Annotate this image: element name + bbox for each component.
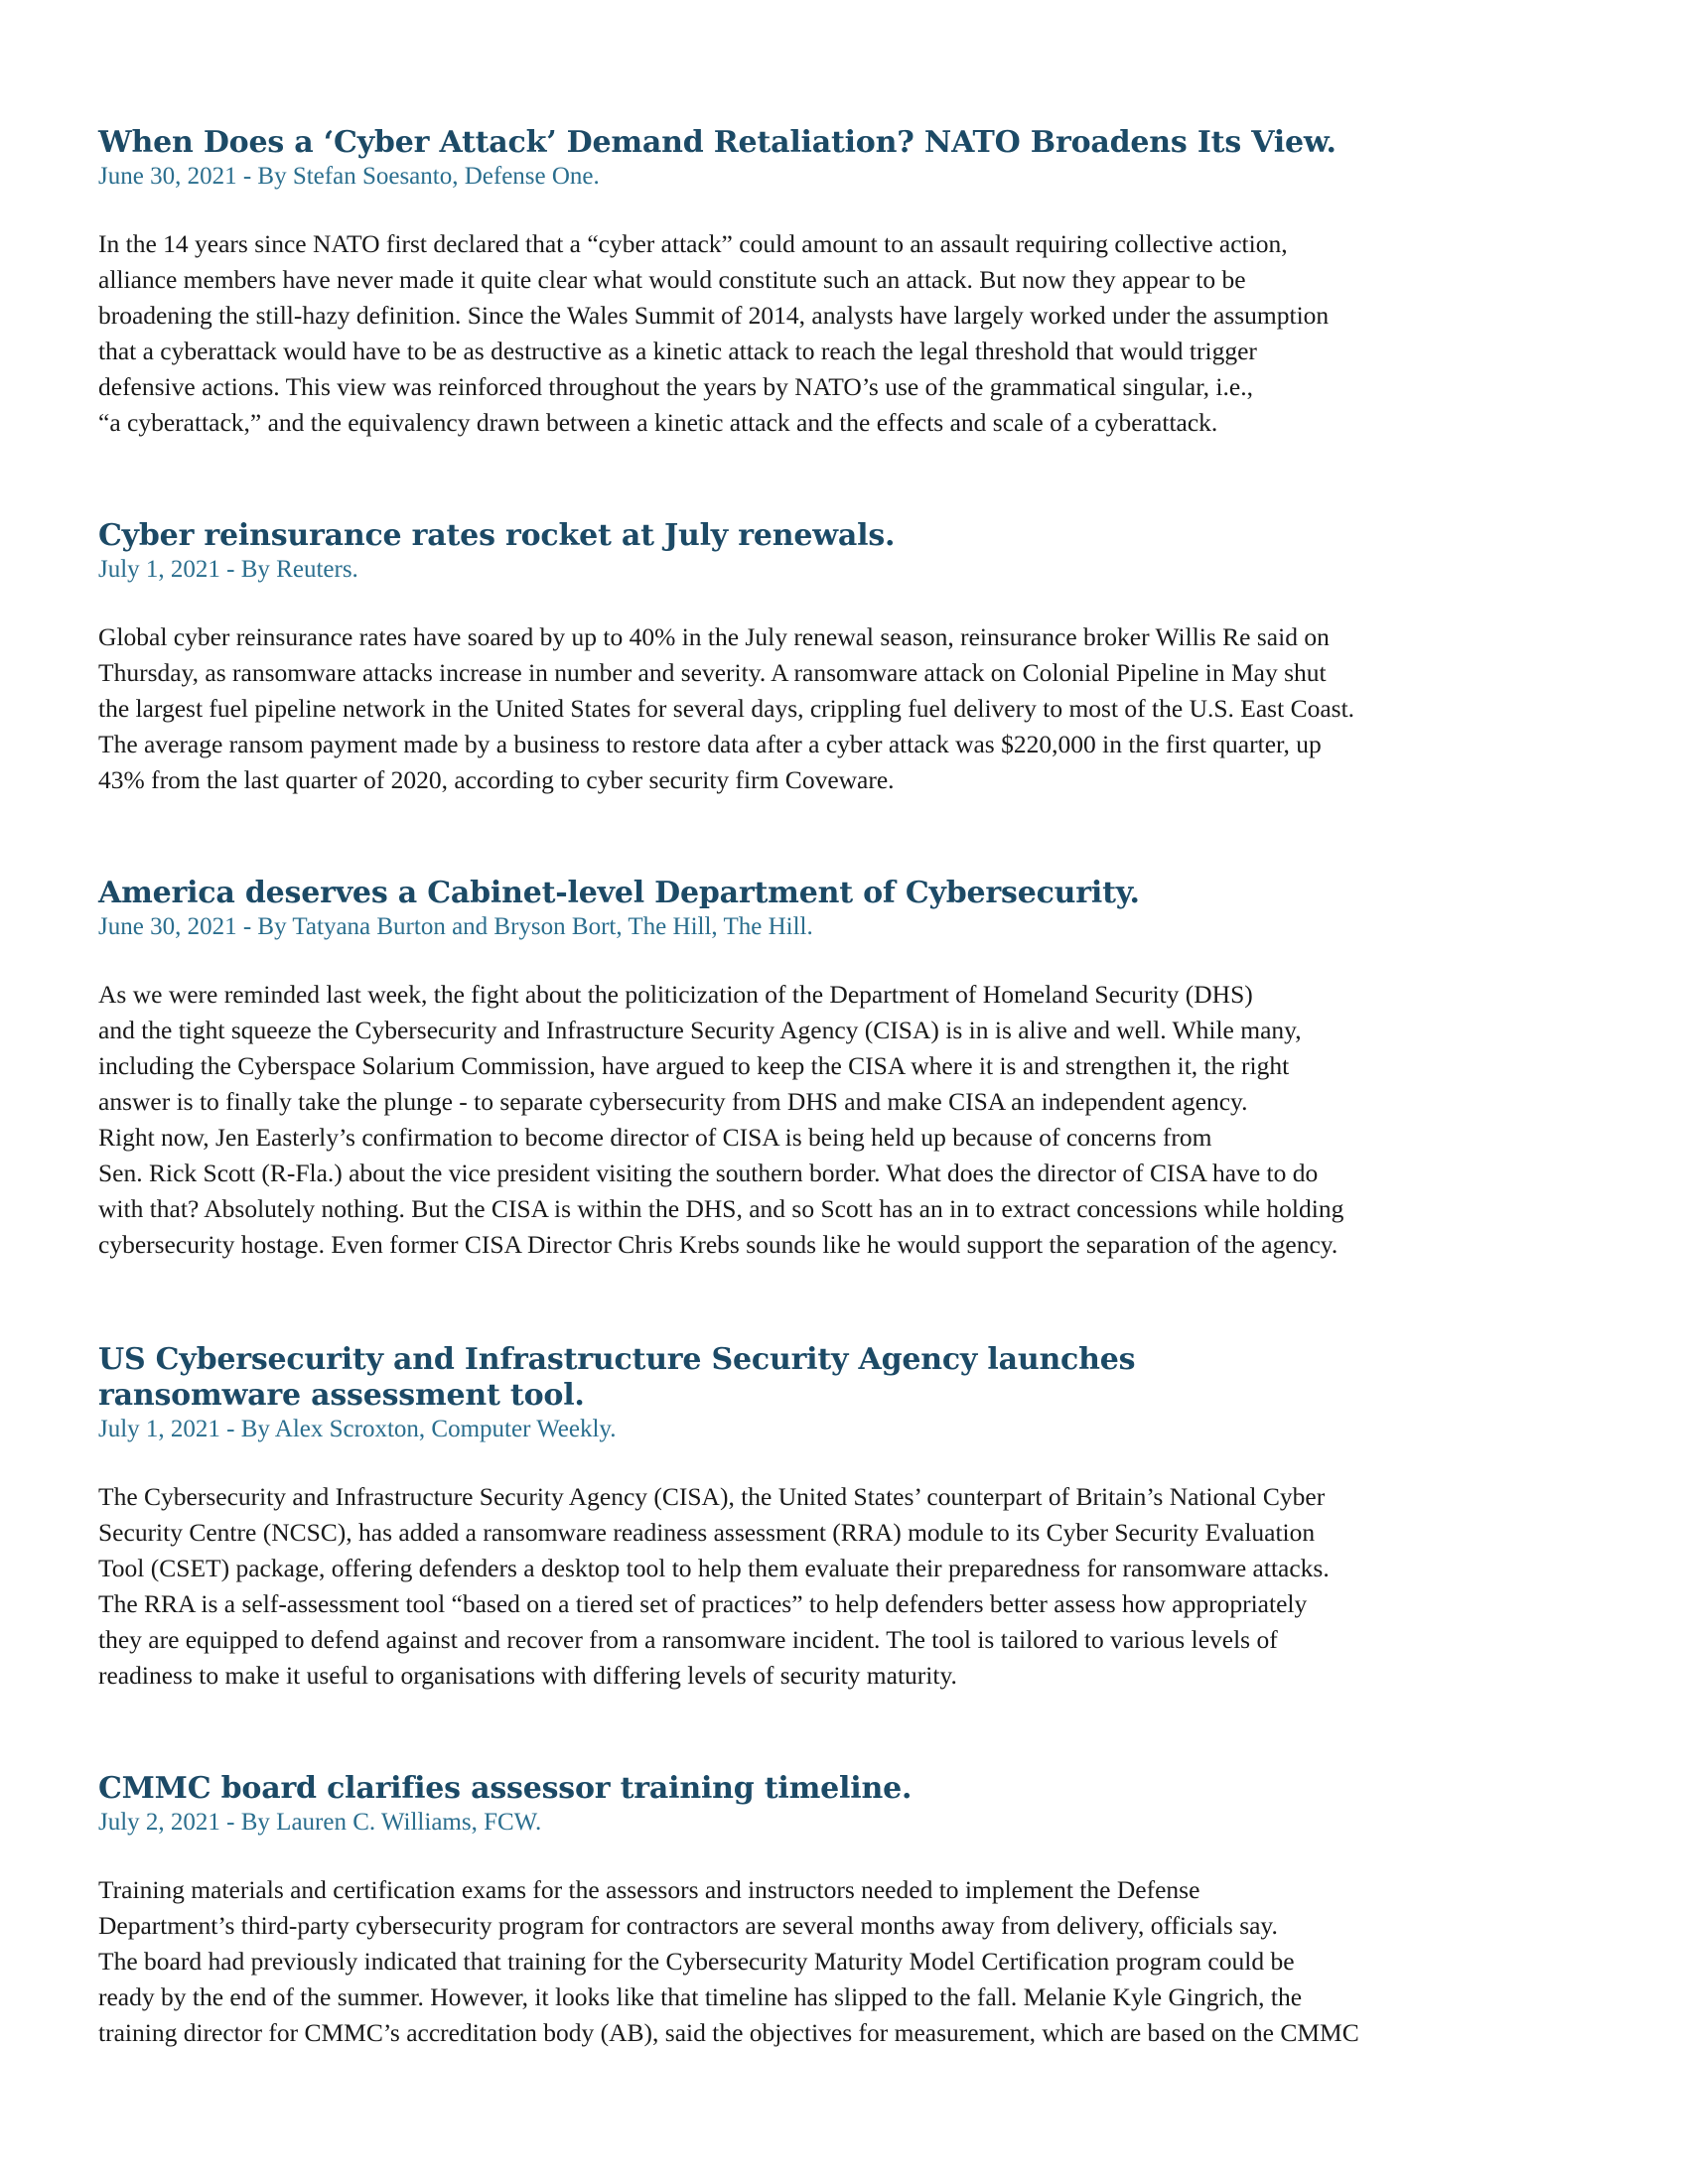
article-body (98, 226, 1618, 441)
body-line: ready by the end of the summer. However, it looks like that timeline has slipped to the fall. Melanie Kyle Gingrich, the (98, 1982, 1303, 2011)
body-line: including the Cyberspace Solarium Commission, have argued to keep the CISA where it is and strengthen it, the right (98, 1051, 1290, 1080)
article-cmmc-training-timeline (98, 1771, 1618, 2051)
body-line: readiness to make it useful to organisations with differing levels of security maturity. (98, 1661, 957, 1690)
body-line: The RRA is a self-assessment tool “based on a tiered set of practices” to help defenders better assess how appropriately (98, 1589, 1308, 1618)
body-line: As we were reminded last week, the fight about the politicization of the Department of Homeland Security (DHS) (98, 980, 1253, 1009)
article-title: Cyber reinsurance rates rocket at July renewals. (98, 518, 896, 553)
body-line: answer is to finally take the plunge - to separate cybersecurity from DHS and make CISA an independent agency. (98, 1087, 1248, 1116)
body-line: In the 14 years since NATO first declared that a “cyber attack” could amount to an assault requiring collective action, (98, 229, 1288, 258)
article-byline: June 30, 2021 - By Stefan Soesanto, Defense One. (98, 163, 600, 190)
article-body (98, 977, 1618, 1263)
article-byline: July 1, 2021 - By Reuters. (98, 556, 358, 583)
body-line: Global cyber reinsurance rates have soared by up to 40% in the July renewal season, reinsurance broker Willis Re said on (98, 622, 1330, 651)
body-line: training director for CMMC’s accreditation body (AB), said the objectives for measurement, which are based on the CMMC (98, 2018, 1359, 2047)
body-line: defensive actions. This view was reinforced throughout the years by NATO’s use of the grammatical singular, i.e., (98, 372, 1253, 401)
article-nato-cyber-attack (98, 125, 1618, 441)
body-line: 43% from the last quarter of 2020, according to cyber security firm Coveware. (98, 765, 895, 794)
article-body (98, 1479, 1618, 1694)
article-title: When Does a ‘Cyber Attack’ Demand Retaliation? NATO Broadens Its View. (98, 125, 1336, 160)
body-line: the largest fuel pipeline network in the United States for several days, crippling fuel delivery to most of the U.S. East Coast. (98, 694, 1355, 723)
article-title: CMMC board clarifies assessor training timeline. (98, 1771, 913, 1806)
body-line: Thursday, as ransomware attacks increase in number and severity. A ransomware attack on Colonial Pipeline in May shut (98, 658, 1327, 687)
body-line: Sen. Rick Scott (R-Fla.) about the vice president visiting the southern border. What does the director of CISA have to do (98, 1159, 1319, 1187)
body-line: “a cyberattack,” and the equivalency drawn between a kinetic attack and the effects and scale of a cyberattack. (98, 408, 1218, 437)
article-cisa-ransomware-tool (98, 1342, 1618, 1694)
body-line: with that? Absolutely nothing. But the CISA is within the DHS, and so Scott has an in to extract concessions while holding (98, 1194, 1344, 1223)
body-line: The board had previously indicated that training for the Cybersecurity Maturity Model Certification program could be (98, 1947, 1295, 1976)
body-line: broadening the still-hazy definition. Since the Wales Summit of 2014, analysts have largely worked under the assumption (98, 301, 1330, 330)
body-line: The Cybersecurity and Infrastructure Security Agency (CISA), the United States’ counterpart of Britain’s National Cyber (98, 1482, 1326, 1511)
article-title (98, 1342, 1618, 1414)
article-body (98, 619, 1618, 798)
article-body (98, 1872, 1618, 2051)
article-title: America deserves a Cabinet-level Department of Cybersecurity. (98, 876, 1140, 910)
article-cyber-reinsurance (98, 518, 1618, 798)
body-line: alliance members have never made it quite clear what would constitute such an attack. But now they appear to be (98, 265, 1246, 294)
body-line: cybersecurity hostage. Even former CISA Director Chris Krebs sounds like he would support the separation of the agency. (98, 1230, 1338, 1259)
body-line: Right now, Jen Easterly’s confirmation to become director of CISA is being held up because of concerns from (98, 1123, 1212, 1152)
body-line: Security Centre (NCSC), has added a ransomware readiness assessment (RRA) module to its Cyber Security Evaluation (98, 1518, 1316, 1547)
article-byline: June 30, 2021 - By Tatyana Burton and Bryson Bort, The Hill, The Hill. (98, 913, 813, 940)
body-line: The average ransom payment made by a business to restore data after a cyber attack was $220,000 in the first quarter, up (98, 730, 1322, 758)
body-line: that a cyberattack would have to be as destructive as a kinetic attack to reach the legal threshold that would trigger (98, 337, 1257, 365)
article-department-of-cybersecurity (98, 876, 1618, 1263)
article-byline: July 1, 2021 - By Alex Scroxton, Computer Weekly. (98, 1416, 617, 1442)
body-line: Training materials and certification exams for the assessors and instructors needed to implement the Defense (98, 1875, 1200, 1904)
body-line: they are equipped to defend against and recover from a ransomware incident. The tool is tailored to various levels of (98, 1625, 1278, 1654)
body-line: Tool (CSET) package, offering defenders a desktop tool to help them evaluate their preparedness for ransomware attacks. (98, 1554, 1330, 1582)
article-byline: July 2, 2021 - By Lauren C. Williams, FCW. (98, 1809, 542, 1836)
body-line: Department’s third-party cybersecurity program for contractors are several months away from delivery, officials say. (98, 1911, 1278, 1940)
body-line: and the tight squeeze the Cybersecurity and Infrastructure Security Agency (CISA) is in is alive and well. While many, (98, 1016, 1302, 1044)
article-title-line: ransomware assessment tool. (98, 1378, 585, 1413)
article-title-line: US Cybersecurity and Infrastructure Security Agency launches (98, 1342, 1136, 1377)
